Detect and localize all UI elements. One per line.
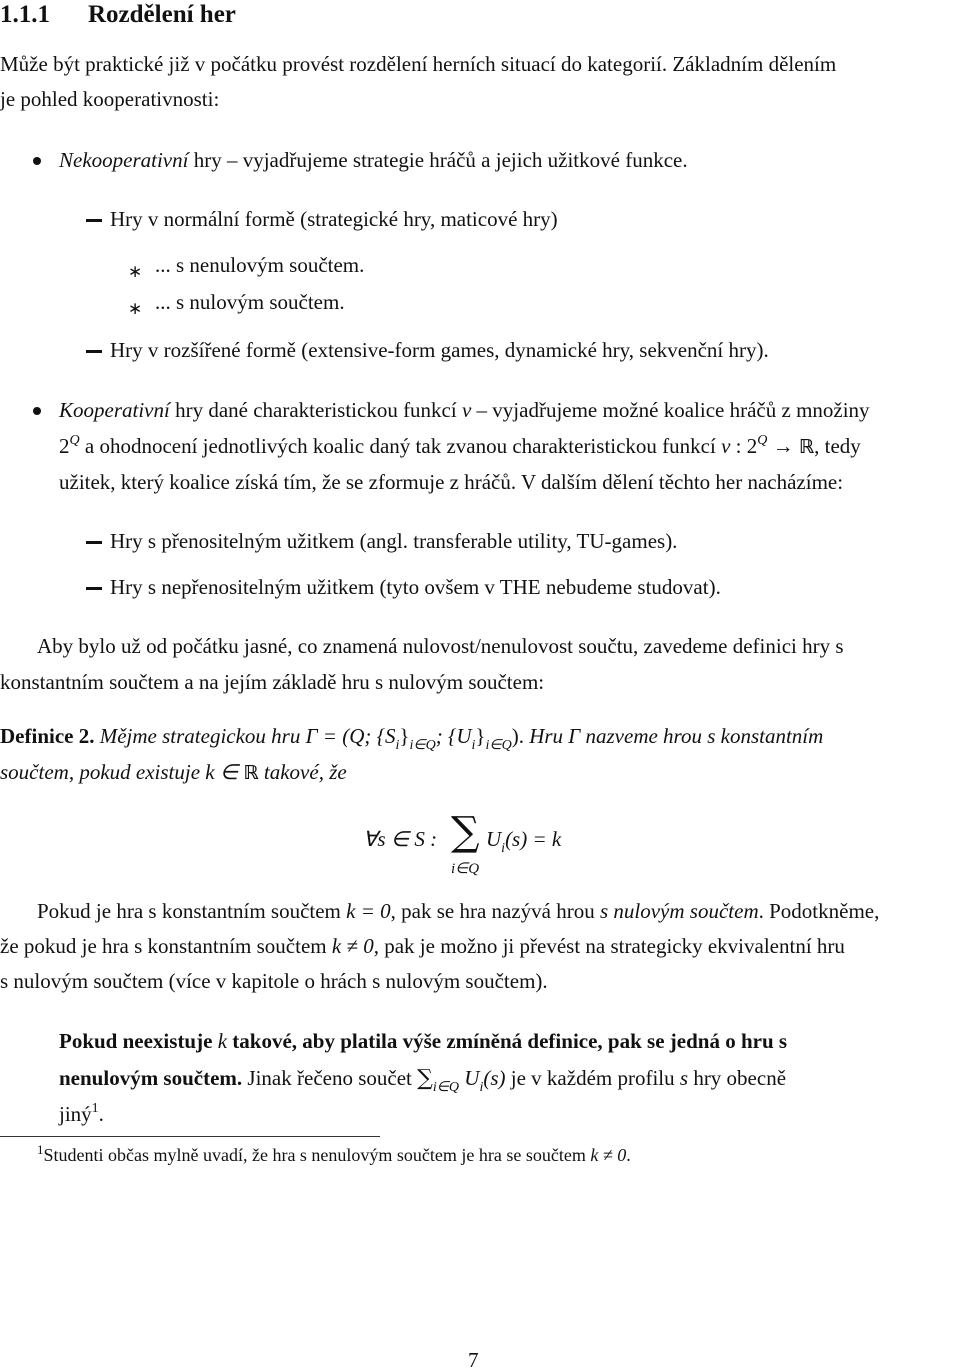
footnote-mark: 1 (37, 1142, 44, 1157)
section-number: 1.1.1 (0, 1, 50, 28)
equation-right: $U_i(s) = k$ (486, 827, 562, 856)
intro-line-1: Může být praktické již v počátku provést rozdělení herních situací do kategorií. Základním dělením (0, 52, 837, 76)
bullet-marker (33, 407, 41, 415)
bullet-cooperative-line-3: užitek, který koalice získá tím, že se zformuje z hráčů. V dalším dělení těchto her nacházíme: (59, 470, 844, 494)
bullet-noncooperative: Nekooperativní hry – vyjadřujeme strategie hráčů a jejich užitkové funkce. (59, 148, 688, 172)
definition-line-1: Definice 2. Mějme strategickou hru Γ = (Q; $\{S_i\}_{i\in Q}$; $\{U_i\}_{i\in Q}$). Hru Γ nazveme hrou s konstantním (0, 724, 824, 753)
bullet-cooperative-line-2: $2^Q$ a ohodnocení jednotlivých koalic daný tak zvanou charakteristickou funkcí v : $2^Q$ → ℝ, tedy (59, 433, 861, 458)
para2-line-2: konstantním součtem a na jejím základě hru s nulovým součtem: (0, 670, 545, 694)
sub-normal-form: Hry v normální formě (strategické hry, maticové hry) (110, 207, 558, 231)
star-marker: ∗ (128, 262, 143, 281)
sub-extensive-form: Hry v rozšířené formě (extensive-form games, dynamické hry, sekvenční hry). (110, 338, 769, 362)
star-marker: ∗ (128, 299, 143, 318)
sub-nonzero-sum: ... s nenulovým součtem. (155, 253, 365, 277)
summation-symbol: ∑ (451, 809, 480, 855)
para4-line-2: nenulovým součtem. Jinak řečeno součet $\sum_{i\in Q}$ $U_i(s)$ je v každém profilu s hry obecně (59, 1066, 787, 1095)
para3-line-2: že pokud je hra s konstantním součtem k ≠ 0, pak je možno ji převést na strategicky ekvivalentní hru (0, 934, 845, 958)
sub-nontransferable: Hry s nepřenositelným užitkem (tyto ovšem v THE nebudeme studovat). (110, 575, 721, 599)
bullet-marker (33, 157, 41, 165)
definition-line-2: součtem, pokud existuje k ∈ ℝ takové, že (0, 760, 347, 784)
dash-marker (86, 350, 102, 353)
dash-marker (86, 219, 102, 222)
footnote-reference[interactable]: 1 (91, 1101, 99, 1116)
sub-transferable: Hry s přenositelným užitkem (angl. transferable utility, TU-games). (110, 529, 678, 553)
bullet-cooperative-line-1: Kooperativní hry dané charakteristickou funkcí v – vyjadřujeme možné koalice hráčů z množiny (59, 398, 870, 422)
equation-left: ∀s ∈ S : (363, 827, 438, 851)
sub-zero-sum: ... s nulovým součtem. (155, 290, 345, 314)
dash-marker (86, 541, 102, 544)
section-title: Rozdělení her (88, 1, 236, 28)
para3-line-1: Pokud je hra s konstantním součtem k = 0, pak se hra nazývá hrou s nulovým součtem. Podotkněme, (37, 899, 880, 923)
definition-label: Definice 2. (0, 724, 95, 748)
summation-index: i∈Q (451, 861, 480, 877)
footnote-rule (0, 1136, 380, 1137)
page-number: 7 (468, 1348, 479, 1372)
dash-marker (86, 587, 102, 590)
para3-line-3: s nulovým součtem (více v kapitole o hrách s nulovým součtem). (0, 969, 548, 993)
para4-line-3: jiný$^1$. (59, 1101, 104, 1126)
intro-line-2: je pohled kooperativnosti: (0, 87, 220, 111)
section-heading (0, 2, 236, 27)
footnote: $^1$Studenti občas mylně uvadí, že hra s nenulovým součtem je hra se součtem k ≠ 0. (37, 1142, 631, 1165)
para2-line-1: Aby bylo už od počátku jasné, co znamená nulovost/nenulovost součtu, zavedeme definici hry s (37, 634, 844, 658)
para4-line-1: Pokud neexistuje k takové, aby platila výše zmíněná definice, pak se jedná o hru s (59, 1029, 788, 1053)
